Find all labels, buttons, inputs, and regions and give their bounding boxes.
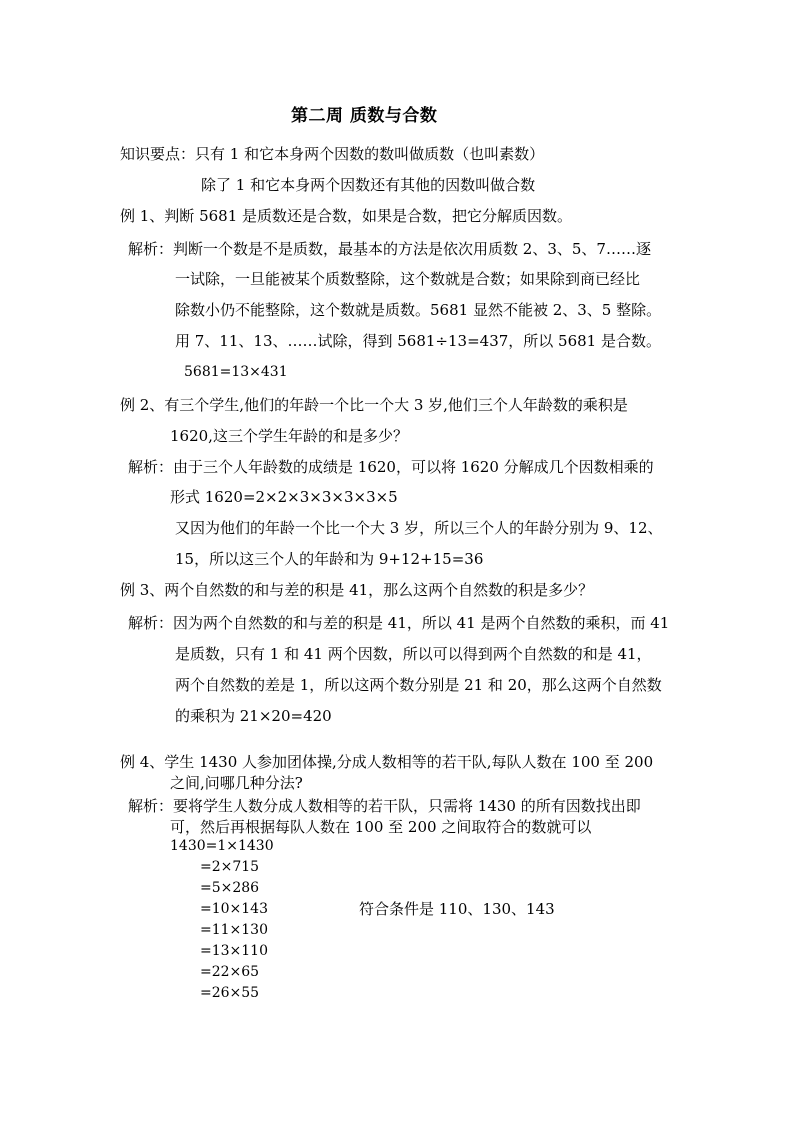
factor-line: =10×143 xyxy=(200,901,268,917)
analysis-line: 解析：判断一个数是不是质数，最基本的方法是依次用质数 2、3、5、7……逐 xyxy=(128,240,651,258)
example-question: 例 4、学生 1430 人参加团体操,分成人数相等的若干队,每队人数在 100 至 200 xyxy=(120,753,654,771)
equation: 5681=13×431 xyxy=(184,364,288,380)
knowledge-line: 除了 1 和它本身两个因数还有其他的因数叫做合数 xyxy=(201,176,536,194)
analysis-line: 15，所以这三个人的年龄和为 9+12+15=36 xyxy=(175,550,484,568)
factor-line: =2×715 xyxy=(200,859,260,875)
example-question: 之间,问哪几种分法? xyxy=(170,774,303,792)
factor-line: 1430=1×1430 xyxy=(170,838,274,854)
analysis-line: 的乘积为 21×20=420 xyxy=(175,707,332,725)
knowledge-line: 知识要点：只有 1 和它本身两个因数的数叫做质数（也叫素数） xyxy=(120,145,545,163)
example-question: 1620,这三个学生年龄的和是多少？ xyxy=(170,427,408,445)
example-question: 例 2、有三个学生,他们的年龄一个比一个大 3 岁,他们三个人年龄数的乘积是 xyxy=(120,396,628,414)
example-question: 例 1、判断 5681 是质数还是合数，如果是合数，把它分解质因数。 xyxy=(120,207,573,225)
factor-line: =11×130 xyxy=(200,922,268,938)
analysis-line: 可，然后再根据每队人数在 100 至 200 之间取符合的数就可以 xyxy=(170,818,592,836)
analysis-line: 又因为他们的年龄一个比一个大 3 岁，所以三个人的年龄分别为 9、12、 xyxy=(175,519,663,537)
analysis-line: 一试除，一旦能被某个质数整除，这个数就是合数；如果除到商已经比 xyxy=(175,270,641,288)
analysis-line: 两个自然数的差是 1，所以这两个数分别是 21 和 20，那么这两个自然数 xyxy=(175,676,662,694)
answer-text: 符合条件是 110、130、143 xyxy=(359,900,555,918)
factor-line: =5×286 xyxy=(200,880,260,896)
analysis-line: 除数小仍不能整除，这个数就是质数。5681 显然不能被 2、3、5 整除。 xyxy=(175,301,662,319)
analysis-line: 解析：要将学生人数分成人数相等的若干队，只需将 1430 的所有因数找出即 xyxy=(128,797,641,815)
factor-line: =26×55 xyxy=(200,985,260,1001)
analysis-line: 是质数，只有 1 和 41 两个因数，所以可以得到两个自然数的和是 41， xyxy=(175,645,652,663)
analysis-line: 解析：因为两个自然数的和与差的积是 41，所以 41 是两个自然数的乘积，而 41 xyxy=(128,614,670,632)
factor-line: =22×65 xyxy=(200,964,260,980)
example-question: 例 3、两个自然数的和与差的积是 41，那么这两个自然数的积是多少？ xyxy=(120,581,594,599)
analysis-line: 用 7、11、13、……试除，得到 5681÷13=437，所以 5681 是合数。 xyxy=(175,332,661,350)
analysis-line: 解析：由于三个人年龄数的成绩是 1620，可以将 1620 分解成几个因数相乘的 xyxy=(128,458,654,476)
factor-line: =13×110 xyxy=(200,943,268,959)
page-title: 第二周 质数与合数 xyxy=(291,106,438,126)
analysis-line: 形式 1620=2×2×3×3×3×3×5 xyxy=(170,488,398,506)
